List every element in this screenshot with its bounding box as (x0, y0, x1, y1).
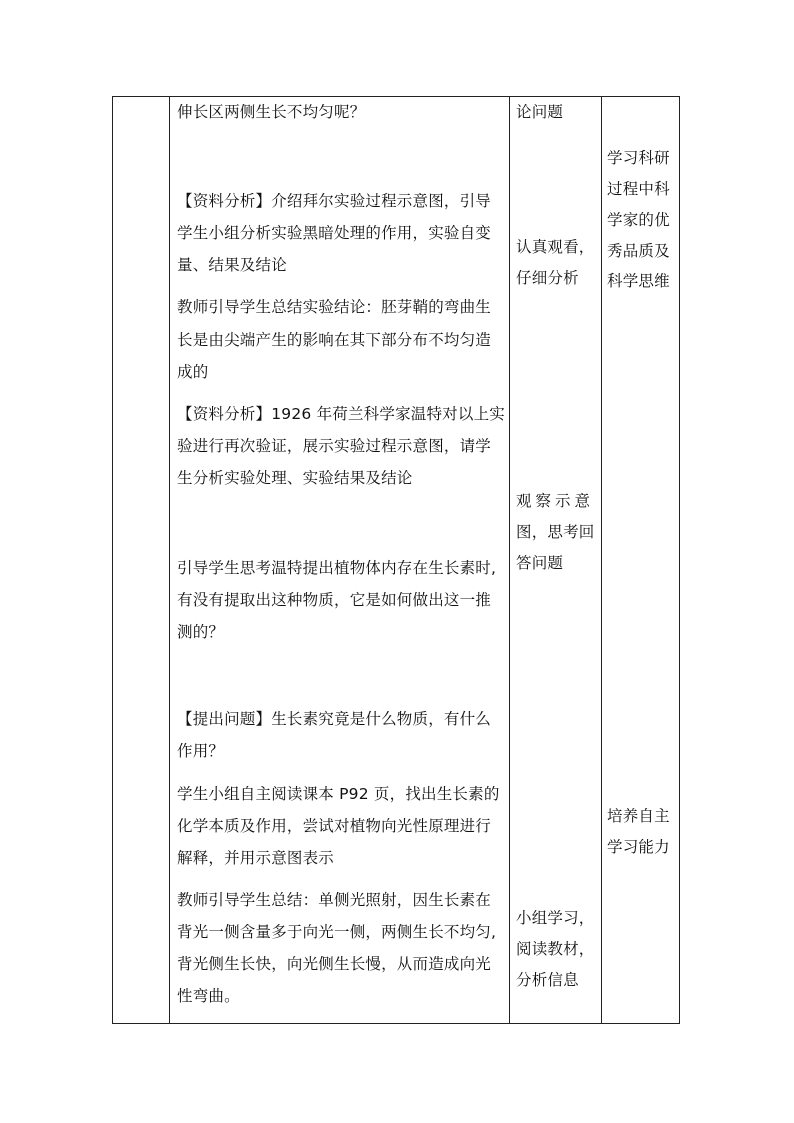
teacher-text-line: 【资料分析】介绍拜尔实验过程示意图，引导 (177, 192, 492, 210)
intent-text-line: 培养自主 (607, 807, 670, 825)
teacher-text-line: 教师引导学生总结实验结论：胚芽鞘的弯曲生 (177, 298, 492, 316)
intent-text-line: 学习科研 (607, 149, 670, 167)
teacher-text-line: 引导学生思考温特提出植物体内存在生长素时, (177, 559, 497, 577)
student-text-line: 小组学习， (516, 909, 595, 927)
intent-text-line: 秀品质及 (607, 242, 670, 260)
teacher-text-line: 测的？ (177, 623, 225, 641)
teacher-text-line: 【资料分析】1926 年荷兰科学家温特对以上实 (177, 405, 505, 423)
teacher-text-line: 教师引导学生总结：单侧光照射，因生长素在 (177, 891, 492, 909)
teacher-text-line: 性弯曲。 (177, 987, 240, 1005)
column-divider (601, 97, 602, 1023)
column-divider (509, 97, 510, 1023)
teacher-text-line: 背光一侧含量多于向光一侧，两侧生长不均匀, (177, 923, 497, 941)
student-text-line: 答问题 (516, 554, 564, 572)
intent-text-line: 学习能力 (607, 838, 670, 856)
teacher-text-line: 学生小组自主阅读课本 P92 页，找出生长素的 (177, 785, 500, 803)
intent-text-line: 科学思维 (607, 272, 670, 290)
teacher-text-line: 有没有提取出这种物质，它是如何做出这一推 (177, 591, 492, 609)
teacher-text-line: 解释，并用示意图表示 (177, 849, 335, 867)
teacher-text-line: 作用？ (177, 742, 225, 760)
teacher-text-line: 成的 (177, 363, 209, 381)
intent-text-line: 过程中科 (607, 180, 670, 198)
teacher-text-line: 伸长区两侧生长不均匀呢？ (177, 103, 366, 121)
student-text-line: 论问题 (516, 103, 564, 121)
teacher-text-line: 生分析实验处理、实验结果及结论 (177, 469, 413, 487)
teacher-text-line: 学生小组分析实验黑暗处理的作用，实验自变 (177, 224, 492, 242)
teacher-text-line: 长是由尖端产生的影响在其下部分布不均匀造 (177, 331, 492, 349)
student-text-line: 阅读教材， (516, 940, 595, 958)
intent-text-line: 学家的优 (607, 211, 670, 229)
teacher-text-line: 化学本质及作用，尝试对植物向光性原理进行 (177, 817, 492, 835)
student-text-line: 认真观看， (516, 238, 595, 256)
column-divider (169, 97, 170, 1023)
teacher-text-line: 量、结果及结论 (177, 256, 287, 274)
teacher-text-line: 【提出问题】生长素究竟是什么物质，有什么 (177, 710, 492, 728)
teacher-text-line: 验进行再次验证，展示实验过程示意图，请学 (177, 437, 492, 455)
student-text-line: 仔细分析 (516, 269, 579, 287)
student-text-line: 图，思考回 (516, 523, 595, 541)
student-text-line: 观察示意 (516, 492, 595, 510)
teacher-text-line: 背光侧生长快，向光侧生长慢，从而造成向光 (177, 955, 492, 973)
student-text-line: 分析信息 (516, 971, 579, 989)
